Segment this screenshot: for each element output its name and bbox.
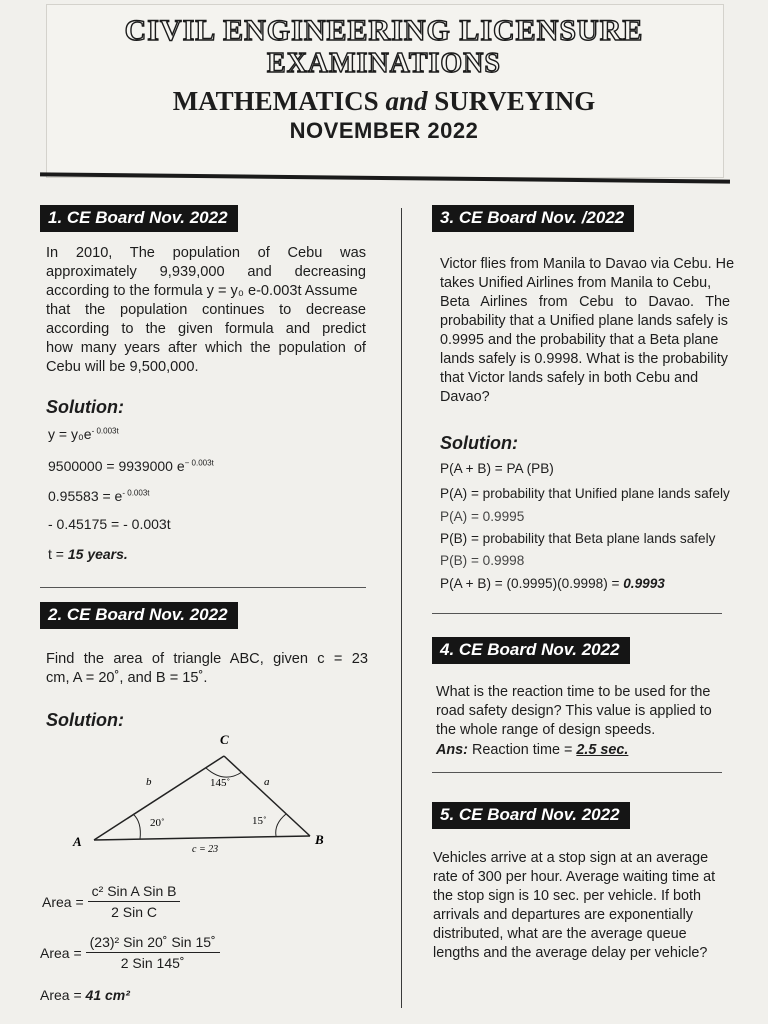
problem-1-solution-heading: Solution:	[46, 397, 124, 417]
problem-2-text-line1: Find the area of triangle ABC, given c = 23	[46, 651, 368, 667]
problem-3-label: 3. CE Board Nov. /2022	[432, 205, 634, 232]
problem-4-text-line2: road safety design? This value is applied to	[436, 703, 712, 719]
page: CIVIL ENGINEERING LICENSURE EXAMINATIONS MATHEMATICS and SURVEYING NOVEMBER 2022 1. CE Board Nov. 2022 In 2010, The population of Cebu was approximately 9,939,000 and decreasing according to the formula y = y₀ e-0.003t Assume that the population continues to decrease according to the given formula and predict how many years after which the population of Cebu will be 9,500,000. Solution: $y = y_0e^{- 0.003t}$ 9500000 = 9939000 $e^{- 0.003t}$ $0.95583 = e^{- 0.003t}$ - 0.45175 = - 0.003t t = 15 years. 2. CE Board Nov. 2022 Find the area of triangle ABC, given c = 23 cm, A = 20˚, and B = 15˚. Solution: A B C b a c = 23 20˚ 15˚ 145˚ Area = $\frac{\text{c² Sin A Sin B}}{\text{2 Sin C}}$ Area = $\frac{\text{(23)² Sin 20˚ Sin 15˚}}{\text{2 Sin 145˚}}$ Area = 41 cm² 3. CE Board Nov. /2022 Victor flies from Manila to Davao via Cebu. He takes Unified Airlines from Manila to Cebu, Beta Airlines from Cebu to Davao. The probability that a Unified plane lands safely is 0.9995 and the probability that a Beta plane lands safely is 0.9998. What is the probability that Victor lands safely in both Cebu and Davao? Solution: P(A + B) = PA (PB) P(A) = probability that Unified plane lands safely P(A) = 0.9995 P(B) = probability that Beta plane lands safely P(B) = 0.9998 P(A + B) = (0.9995)(0.9998) = 0.9993 4. CE Board Nov. 2022 What is the reaction time to be used for the road safety design? This value is applied to the whole range of design speeds. Ans: Reaction time = 2.5 sec. 5. CE Board Nov. 2022 Vehicles arrive at a stop sign at an average rate of 300 per hour. Average waiting time at the stop sign is 10 sec. per vehicle. If both arrivals and departures are exponentially distributed, what are the average queue lengths and the average delay per vehicle?	[0, 0, 768, 1024]
vertex-c-label: C	[220, 732, 229, 747]
problem-5-label: 5. CE Board Nov. 2022	[432, 802, 630, 829]
side-a-line	[224, 756, 310, 836]
problem-3-eq4: P(B) = probability that Beta plane lands safely	[440, 531, 716, 546]
vertex-a-label: A	[73, 834, 82, 849]
problem-1-eq4: - 0.45175 = - 0.003t	[48, 516, 171, 532]
area-answer: Area = 41 cm²	[40, 987, 130, 1003]
problem-4-label: 4. CE Board Nov. 2022	[432, 637, 630, 664]
problem-3-eq1: P(A + B) = PA (PB)	[440, 461, 554, 476]
problem-4-text-line1: What is the reaction time to be used for the	[436, 684, 711, 700]
problem-3-solution-heading: Solution:	[440, 433, 518, 453]
angle-b-arc	[276, 814, 286, 836]
area-formula: Area = $\frac{\text{c² Sin A Sin B}}{\text{2 Sin C}}$	[42, 883, 180, 920]
angle-c-label: 145˚	[210, 777, 231, 789]
problem-3-eq3: P(A) = 0.9995	[440, 509, 525, 524]
problem-2-solution-heading: Solution:	[46, 710, 124, 730]
problem-1-label: 1. CE Board Nov. 2022	[40, 205, 238, 232]
divider-3	[432, 613, 722, 614]
header-title-line2: EXAMINATIONS	[267, 48, 501, 79]
triangle-diagram	[60, 728, 350, 858]
problem-3-eq5: P(B) = 0.9998	[440, 553, 525, 568]
problem-1-eq3: $0.95583 = e^{- 0.003t}$	[48, 488, 150, 504]
angle-b-label: 15˚	[252, 815, 267, 827]
column-divider	[401, 208, 402, 1008]
angle-a-label: 20˚	[150, 817, 165, 829]
angle-a-arc	[133, 814, 140, 839]
header-date: NOVEMBER 2022	[289, 118, 479, 143]
problem-2-text-line2: cm, A = 20˚, and B = 15˚.	[46, 670, 208, 686]
problem-1-eq1: $y = y_0e^{- 0.003t}$	[48, 426, 119, 442]
divider-4	[432, 772, 722, 773]
divider-1	[40, 587, 366, 588]
problem-4-text-line3: the whole range of design speeds.	[436, 722, 656, 738]
problem-1-answer: t = 15 years.	[48, 546, 128, 562]
angle-c-arc	[206, 768, 242, 777]
problem-2-label: 2. CE Board Nov. 2022	[40, 602, 238, 629]
header-subject: MATHEMATICS and SURVEYING	[172, 86, 596, 116]
side-a-label: a	[264, 776, 270, 788]
area-substitution: Area = $\frac{\text{(23)² Sin 20˚ Sin 15˚}}{\text{2 Sin 145˚}}$	[40, 934, 220, 971]
side-c-label: c = 23	[192, 844, 219, 855]
side-c-line	[94, 836, 310, 840]
problem-3-answer: P(A + B) = (0.9995)(0.9998) = 0.9993	[440, 576, 665, 591]
header-title-line1: CIVIL ENGINEERING LICENSURE	[124, 14, 644, 47]
problem-4-answer: Ans: Reaction time = 2.5 sec.	[436, 742, 629, 758]
side-b-label: b	[146, 776, 152, 788]
problem-3-eq2: P(A) = probability that Unified plane lands safely	[440, 486, 730, 501]
vertex-b-label: B	[315, 832, 324, 847]
problem-1-eq2: 9500000 = 9939000 $e^{- 0.003t}$	[48, 458, 214, 474]
